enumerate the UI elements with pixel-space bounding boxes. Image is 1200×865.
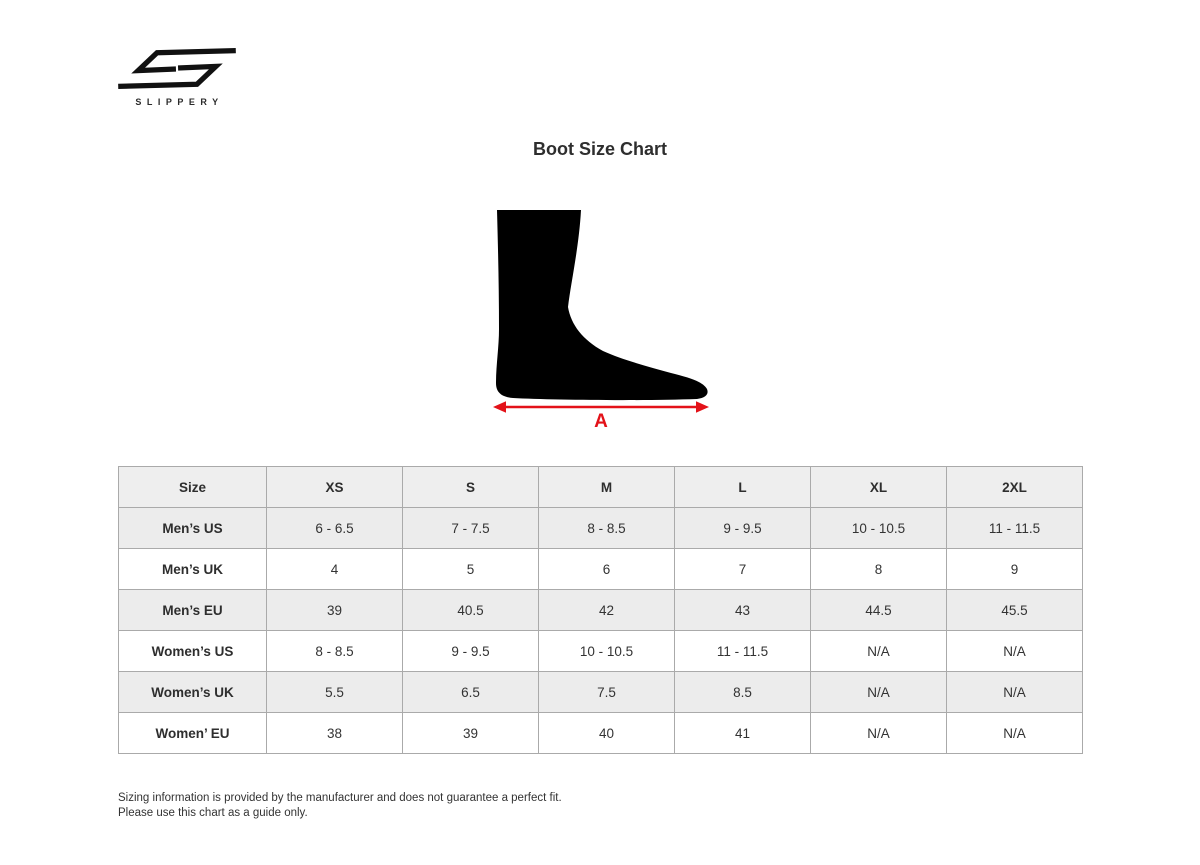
table-cell: 11 - 11.5 [675, 631, 811, 672]
table-cell: 9 [947, 549, 1083, 590]
table-cell: 10 - 10.5 [811, 508, 947, 549]
table-cell: 9 - 9.5 [675, 508, 811, 549]
footer-line-2: Please use this chart as a guide only. [118, 807, 308, 819]
table-cell: 8.5 [675, 672, 811, 713]
footer-line-1: Sizing information is provided by the manufacturer and does not guarantee a perfect fit. [118, 792, 562, 804]
table-cell: 5 [403, 549, 539, 590]
footer-note [118, 791, 562, 821]
column-header-s: S [403, 467, 539, 508]
table-cell: 7.5 [539, 672, 675, 713]
table-row-womens-eu [119, 713, 1083, 754]
row-label: Women’ EU [119, 713, 267, 754]
column-header-l: L [675, 467, 811, 508]
table-row-mens-us [119, 508, 1083, 549]
table-cell: 8 - 8.5 [539, 508, 675, 549]
table-cell: 11 - 11.5 [947, 508, 1083, 549]
size-chart-table [118, 466, 1083, 754]
brand-name: SLIPPERY [135, 97, 224, 107]
table-cell: 41 [675, 713, 811, 754]
table-cell: 39 [267, 590, 403, 631]
row-label: Men’s UK [119, 549, 267, 590]
table-cell: 9 - 9.5 [403, 631, 539, 672]
column-header-xl: XL [811, 467, 947, 508]
table-cell: 42 [539, 590, 675, 631]
column-header-xs: XS [267, 467, 403, 508]
table-cell: 7 [675, 549, 811, 590]
table-cell: 4 [267, 549, 403, 590]
row-label: Men’s EU [119, 590, 267, 631]
table-cell: N/A [947, 672, 1083, 713]
column-header-size: Size [119, 467, 267, 508]
table-cell: 5.5 [267, 672, 403, 713]
table-cell: 38 [267, 713, 403, 754]
table-cell: 8 - 8.5 [267, 631, 403, 672]
table-cell: 45.5 [947, 590, 1083, 631]
table-cell: 39 [403, 713, 539, 754]
row-label: Women’s US [119, 631, 267, 672]
table-cell: N/A [947, 631, 1083, 672]
table-row-womens-uk [119, 672, 1083, 713]
table-cell: 6.5 [403, 672, 539, 713]
brand-logo [114, 46, 240, 107]
page-title: Boot Size Chart [532, 139, 667, 159]
measurement-label: A [594, 411, 608, 432]
row-label: Women’s UK [119, 672, 267, 713]
table-cell: 8 [811, 549, 947, 590]
row-label: Men’s US [119, 508, 267, 549]
table-cell: 43 [675, 590, 811, 631]
table-cell: 10 - 10.5 [539, 631, 675, 672]
slippery-s-icon [114, 46, 240, 92]
column-header-2xl: 2XL [947, 467, 1083, 508]
table-row-womens-us [119, 631, 1083, 672]
table-cell: N/A [947, 713, 1083, 754]
table-row-mens-eu [119, 590, 1083, 631]
boot-silhouette-icon [491, 207, 709, 406]
table-cell: 44.5 [811, 590, 947, 631]
table-cell: 7 - 7.5 [403, 508, 539, 549]
column-header-m: M [539, 467, 675, 508]
table-cell: 6 [539, 549, 675, 590]
table-header-row [119, 467, 1083, 508]
table-cell: N/A [811, 713, 947, 754]
table-cell: 40 [539, 713, 675, 754]
table-cell: 40.5 [403, 590, 539, 631]
table-cell: 6 - 6.5 [267, 508, 403, 549]
table-row-mens-uk [119, 549, 1083, 590]
table-cell: N/A [811, 672, 947, 713]
table-cell: N/A [811, 631, 947, 672]
